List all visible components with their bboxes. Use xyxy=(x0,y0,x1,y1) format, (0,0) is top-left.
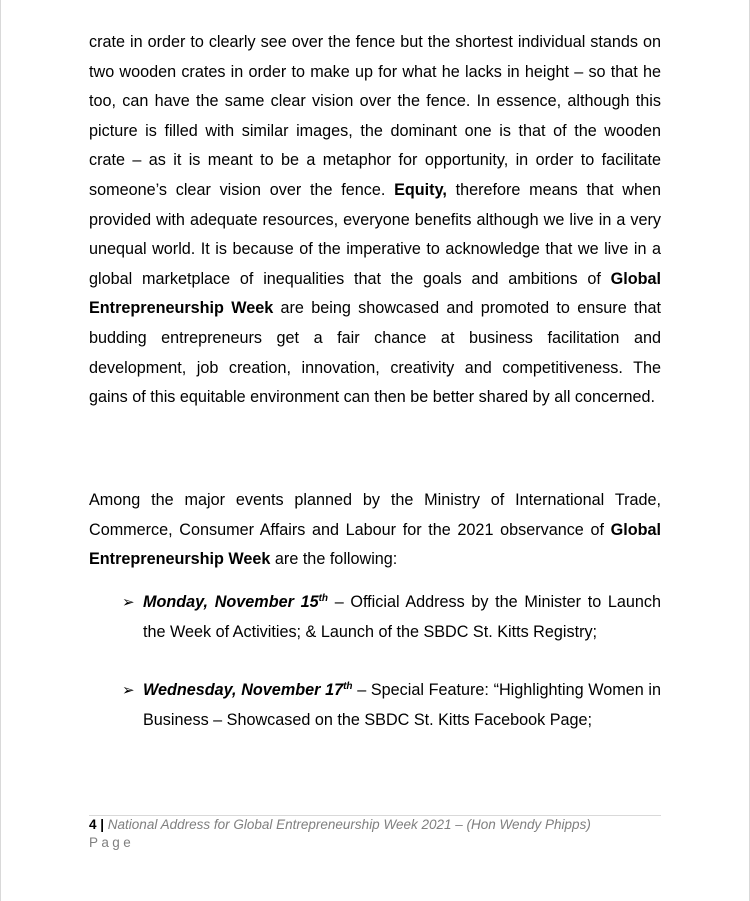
para1-text-2: therefore means that when provided with adequate resources, everyone benefits although we live in a very unequal world. It is because of the imperative to acknowledge that we live in a global marketplace of inequalities that the goals and ambitions of xyxy=(89,180,661,288)
list-item-text xyxy=(143,676,661,735)
list-item-text xyxy=(143,588,661,647)
para2-text-2: are the following: xyxy=(270,550,398,569)
arrow-bullet-icon: ➢ xyxy=(122,682,135,699)
body-paragraph-equity xyxy=(89,28,661,413)
page-edge-left xyxy=(0,0,1,901)
equity-term: Equity, xyxy=(394,180,447,199)
event-description: – Official Address by the Minister to Launch the Week of Activities; & Launch of the SBDC St. Kitts Registry; xyxy=(143,593,661,641)
footer-separator: | xyxy=(96,817,108,832)
ordinal-suffix: th xyxy=(318,593,329,604)
gew-term-2: Global Entrepreneurship Week xyxy=(89,520,661,569)
para1-text-1: crate in order to clearly see over the fence but the shortest individual stands on two wooden crates in order to make up for what he lacks in height – so that he too, can have the same clear vision over the fence. In essence, although this picture is filled with similar images, the dominant one is that of the wooden crate – as it is meant to be a metaphor for opportunity, in order to facilitate someone’s clear vision over the fence. xyxy=(89,33,661,199)
page-footer xyxy=(89,816,591,833)
footer-document-title: National Address for Global Entrepreneurship Week 2021 – (Hon Wendy Phipps) xyxy=(107,817,591,832)
para1-text-3: are being showcased and promoted to ensure that budding entrepreneurs get a fair chance at business facilitation and development, job creation, innovation, creativity and competitiveness. The gains of this equitable environment can then be better shared by all concerned. xyxy=(89,299,661,407)
arrow-bullet-icon: ➢ xyxy=(122,594,135,611)
para2-text-1: Among the major events planned by the Ministry of International Trade, Commerce, Consumer Affairs and Labour for the 2021 observance of xyxy=(89,491,661,539)
body-paragraph-events xyxy=(89,486,661,575)
event-description: – Special Feature: “Highlighting Women in Business – Showcased on the SBDC St. Kitts Facebook Page; xyxy=(143,681,661,729)
event-date: Wednesday, November 17th xyxy=(143,681,353,699)
gew-term: Global Entrepreneurship Week xyxy=(89,269,661,318)
event-date: Monday, November 15th xyxy=(143,593,329,611)
ordinal-suffix: th xyxy=(343,681,353,692)
footer-page-label: Page xyxy=(89,835,135,850)
page-number: 4 xyxy=(89,817,97,832)
